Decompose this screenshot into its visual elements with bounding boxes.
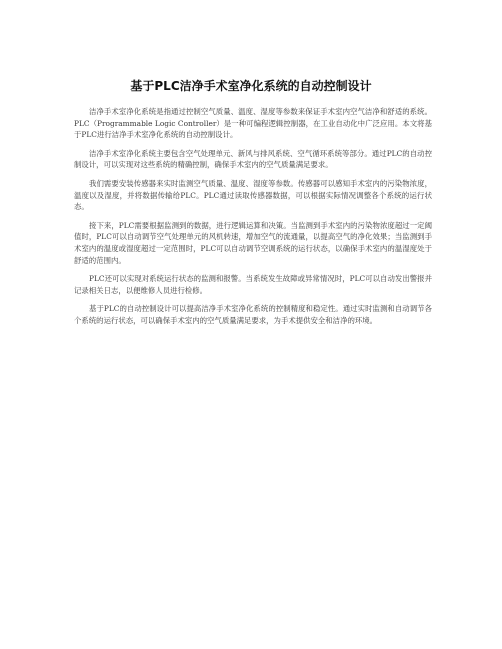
document-body: [74, 106, 432, 334]
paragraph-3: 我们需要安装传感器来实时监测空气质量、温度、湿度等参数。传感器可以感知手术室内的污染物浓度，温度以及湿度，并将数据传输给PLC。PLC通过读取传感器数据，可以根据实际情况调整各个系统的运行状态。: [74, 178, 432, 212]
paragraph-1: 洁净手术室净化系统是指通过控制空气质量、温度、湿度等参数来保证手术室内空气洁净和舒适的系统。PLC（Programmable Logic Controller）是一种可编程逻辑控制器，在工业自动化中广泛应用。本文将基于PLC进行洁净手术室净化系统的自动控制设计。: [74, 107, 432, 140]
document-title: 基于PLC洁净手术室净化系统的自动控制设计: [130, 79, 372, 93]
paragraph-6: 基于PLC的自动控制设计可以提高洁净手术室净化系统的控制精度和稳定性。通过实时监测和自动调节各个系统的运行状态，可以确保手术室内的空气质量满足要求，为手术提供安全和洁净的环境。: [74, 304, 432, 325]
paragraph-5: PLC还可以实现对系统运行状态的监测和报警。当系统发生故障或异常情况时，PLC可以自动发出警报并记录相关日志，以便维修人员进行检修。: [74, 274, 432, 295]
paragraph-4: 接下来，PLC需要根据监测到的数据，进行逻辑运算和决策。当监测到手术室内的污染物浓度超过一定阈值时，PLC可以自动调节空气处理单元的风机转速，增加空气的流通量，以提高空气的净化效果；当监测到手术室内的温度或湿度超过一定范围时，PLC可以自动调节空调系统的运行状态，以确保手术室内的温湿度处于舒适的范围内。: [74, 220, 432, 265]
paragraph-2: 洁净手术室净化系统主要包含空气处理单元、新风与排风系统、空气循环系统等部分。通过PLC的自动控制设计，可以实现对这些系统的精确控制，确保手术室内的空气质量满足要求。: [74, 148, 432, 170]
